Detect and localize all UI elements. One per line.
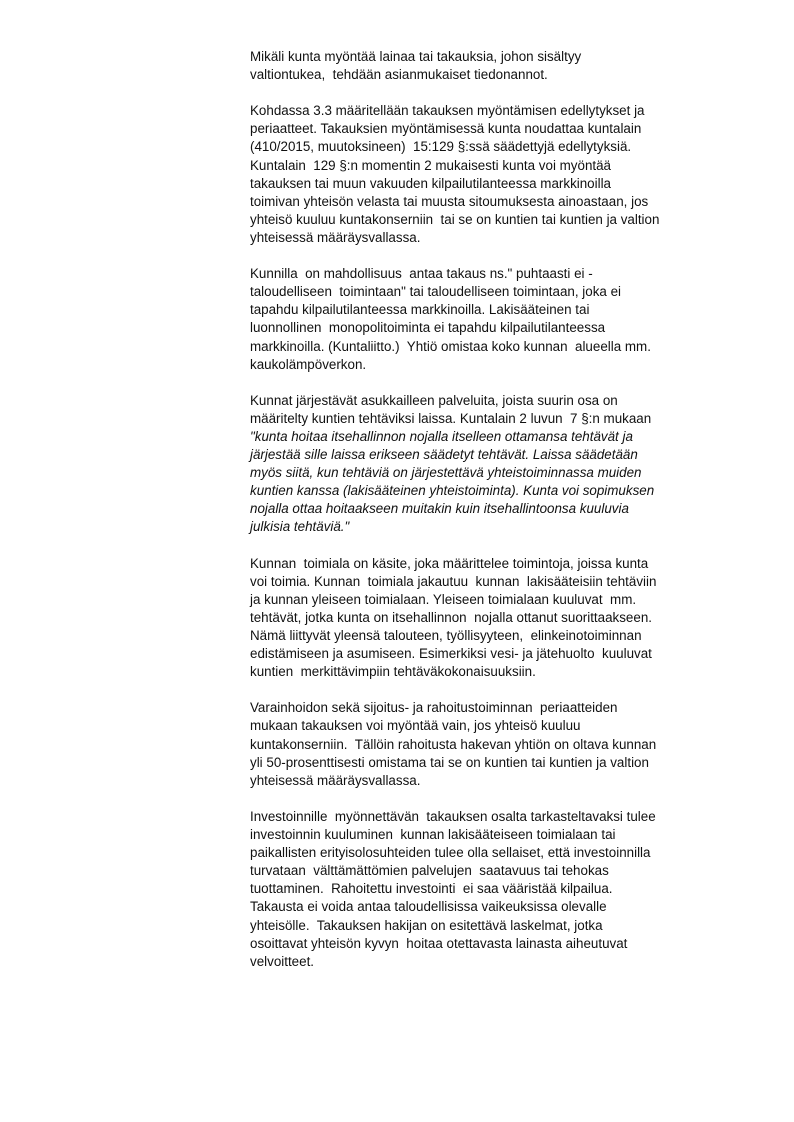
text-line: velvoitteet. [250, 953, 315, 969]
text-line: Investoinnille myönnettävän takauksen osalta tarkasteltavaksi tulee [250, 808, 656, 824]
text-line: Mikäli kunta myöntää lainaa tai takauksia, johon sisältyy [250, 49, 582, 64]
text-line: Varainhoidon sekä sijoitus- ja rahoitustoiminnan periaatteiden [250, 700, 618, 716]
paragraph [250, 48, 740, 84]
text-line: kaukolämpöverkon. [250, 356, 367, 372]
paragraph [250, 555, 740, 682]
text-line: toimivan yhteisön velasta tai muusta sitoumuksesta ainoastaan, jos [250, 193, 649, 209]
text-line: periaatteet. Takauksien myöntämisessä kunta noudattaa kuntalain [250, 121, 642, 137]
quoted-text-line: "kunta hoitaa itsehallinnon nojalla itselleen ottamansa tehtävät ja [250, 428, 633, 444]
paragraph [250, 392, 740, 537]
text-line: taloudelliseen toimintaan" tai taloudelliseen toimintaan, joka ei [250, 284, 621, 300]
text-line: tehtävät, jotka kunta on itsehallinnon nojalla ottanut suorittaakseen. [250, 609, 652, 625]
text-line: luonnollinen monopolitoiminta ei tapahdu kilpailutilanteessa [250, 320, 606, 336]
quoted-text-line: myös siitä, kun tehtäviä on järjestettävä yhteistoiminnassa muiden [250, 465, 642, 481]
text-line: turvataan välttämättömien palvelujen saatavuus tai tehokas [250, 863, 609, 879]
text-line: osoittavat yhteisön kyvyn hoitaa otettavasta lainasta aiheutuvat [250, 935, 628, 951]
text-line: voi toimia. Kunnan toimiala jakautuu kunnan lakisääteisiin tehtäviin [250, 573, 657, 589]
text-line: tapahdu kilpailutilanteessa markkinoilla. Lakisääteinen tai [250, 302, 590, 318]
quoted-text-line: nojalla ottaa hoitaakseen muitakin kuin itsehallintoonsa kuuluvia [250, 501, 629, 517]
text-line: Kuntalain 129 §:n momentin 2 mukaisesti kunta voi myöntää [250, 157, 612, 173]
text-line: mukaan takauksen voi myöntää vain, jos yhteisö kuuluu [250, 718, 581, 734]
text-line: yhteisessä määräysvallassa. [250, 772, 421, 788]
text-line: valtiontukea, tehdään asianmukaiset tiedonannot. [250, 67, 548, 83]
text-line: edistämiseen ja asumiseen. Esimerkiksi vesi- ja jätehuolto kuuluvat [250, 646, 652, 662]
quoted-text-line: julkisia tehtäviä." [250, 519, 350, 535]
text-line: Kohdassa 3.3 määritellään takauksen myöntämisen edellytykset ja [250, 103, 645, 119]
text-line: Kunnat järjestävät asukkailleen palveluita, joista suurin osa on [250, 392, 618, 408]
quoted-text-line: järjestää sille laissa erikseen säädetyt tehtävät. Laissa säädetään [250, 447, 638, 463]
document-body [250, 48, 740, 989]
text-line: markkinoilla. (Kuntaliitto.) Yhtiö omistaa koko kunnan alueella mm. [250, 338, 651, 354]
text-line: yhteisessä määräysvallassa. [250, 229, 421, 245]
text-line: Kunnan toimiala on käsite, joka määrittelee toimintoja, joissa kunta [250, 555, 649, 571]
text-line: Kunnilla on mahdollisuus antaa takaus ns." puhtaasti ei - [250, 266, 593, 282]
text-line: paikallisten erityisolosuhteiden tulee olla sellaiset, että investoinnilla [250, 845, 651, 861]
paragraph [250, 699, 740, 789]
paragraph [250, 808, 740, 971]
paragraph [250, 265, 740, 374]
text-line: kuntien merkittävimpiin tehtäväkokonaisuuksiin. [250, 664, 536, 680]
text-line: yhteisölle. Takauksen hakijan on esitettävä laskelmat, jotka [250, 917, 603, 933]
text-line: (410/2015, muutoksineen) 15:129 §:ssä säädettyjä edellytyksiä. [250, 139, 632, 155]
text-line: yli 50-prosenttisesti omistama tai se on kuntien tai kuntien ja valtion [250, 754, 649, 770]
text-line: yhteisö kuuluu kuntakonserniin tai se on kuntien tai kuntien ja valtion [250, 211, 660, 227]
paragraph [250, 102, 740, 247]
text-line: kuntakonserniin. Tällöin rahoitusta hakevan yhtiön on oltava kunnan [250, 736, 657, 752]
text-line: Takausta ei voida antaa taloudellisissa vaikeuksissa olevalle [250, 899, 607, 915]
text-line: Nämä liittyvät yleensä talouteen, työllisyyteen, elinkeinotoiminnan [250, 628, 642, 643]
text-line: takauksen tai muun vakuuden kilpailutilanteessa markkinoilla [250, 175, 612, 191]
text-line: investoinnin kuuluminen kunnan lakisääteiseen toimialaan tai [250, 827, 616, 843]
text-line: tuottaminen. Rahoitettu investointi ei saa vääristää kilpailua. [250, 881, 613, 897]
text-line: ja kunnan yleiseen toimialaan. Yleiseen toimialaan kuuluvat mm. [250, 591, 637, 607]
text-line: määritelty kuntien tehtäviksi laissa. Kuntalain 2 luvun 7 §:n mukaan [250, 410, 652, 426]
quoted-text-line: kuntien kanssa (lakisääteinen yhteistoiminta). Kunta voi sopimuksen [250, 483, 655, 499]
